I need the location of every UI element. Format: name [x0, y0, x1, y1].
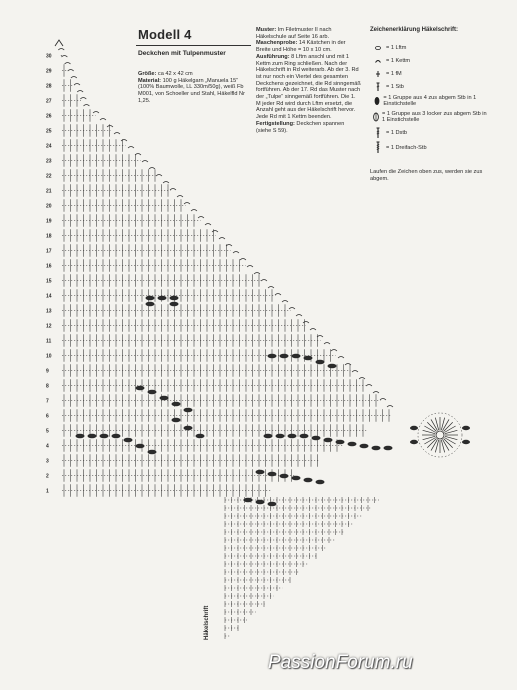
tulip-cluster: [172, 418, 181, 423]
edge-scallop: [226, 245, 232, 247]
tulip-cluster: [170, 296, 179, 301]
row-number: 7: [46, 398, 49, 405]
legend: [370, 27, 490, 182]
edge-scallop: [65, 63, 71, 65]
edge-scallop: [275, 294, 281, 296]
edge-scallop: [58, 49, 64, 51]
edge-scallop: [282, 301, 288, 303]
row-number: 15: [46, 278, 52, 285]
legend-item: = 1 fM: [370, 67, 490, 80]
row-number: 6: [46, 413, 49, 420]
legend-title: Zeichenerklärung Häkelschrift:: [370, 27, 459, 33]
double-crochet-icon: [370, 82, 386, 92]
tulip-cluster: [336, 440, 345, 445]
edge-scallop: [352, 371, 358, 373]
row-number: 24: [46, 143, 52, 150]
edge-scallop: [61, 56, 67, 58]
legend-item: = 1 Gruppe aus 3 locker zus abgem Stb in 1 Einstichstelle: [370, 109, 490, 125]
tulip-cluster: [136, 386, 145, 391]
edge-scallop: [331, 350, 337, 352]
watermark: PassionForum.ru: [268, 652, 413, 673]
edge-scallop: [83, 105, 89, 107]
legend-item: = 1 Gruppe aus 4 zus abgem Stb in 1 Einstichstelle: [370, 93, 490, 109]
edge-scallop: [107, 126, 113, 128]
tulip-cluster: [124, 438, 133, 443]
tulip-cluster: [160, 396, 169, 401]
edge-scallop: [359, 378, 365, 380]
start-mark: [55, 40, 63, 46]
tulip-cluster: [256, 500, 265, 505]
tulip-cluster: [184, 426, 193, 431]
edge-scallop: [184, 203, 190, 205]
edge-scallop: [93, 112, 99, 114]
edge-scallop: [233, 252, 239, 254]
spec-block: [138, 71, 248, 105]
legend-item: = 1 Stb: [370, 80, 490, 93]
edge-scallop: [68, 70, 74, 72]
tulip-cluster: [146, 302, 155, 307]
tulip-cluster: [324, 438, 333, 443]
tulip-cluster: [288, 434, 297, 439]
edge-scallop: [163, 182, 169, 184]
medallion-cluster: [462, 426, 470, 430]
edge-scallop: [205, 224, 211, 226]
tulip-cluster: [280, 474, 289, 479]
row-number: 14: [46, 293, 52, 300]
tulip-cluster: [312, 436, 321, 441]
tulip-cluster: [268, 354, 277, 359]
spec-size: Größe: ca 42 x 42 cm: [138, 71, 193, 77]
instruction-finishing: Fertigstellung: Deckchen spannen (siehe S 59).: [256, 120, 345, 134]
tulip-cluster: [316, 360, 325, 365]
medallion-cluster: [410, 440, 418, 444]
tulip-cluster: [268, 472, 277, 477]
edge-scallop: [74, 84, 80, 86]
tulip-cluster: [170, 302, 179, 307]
title-rule: [136, 45, 251, 46]
tulip-cluster: [148, 390, 157, 395]
row-number: 22: [46, 173, 52, 180]
edge-scallop: [128, 147, 134, 149]
tulip-cluster: [276, 434, 285, 439]
chart-label: Häkelschrift: [204, 605, 210, 640]
edge-scallop: [142, 161, 148, 163]
tulip-cluster: [256, 470, 265, 475]
edge-scallop: [191, 210, 197, 212]
row-number: 28: [46, 83, 52, 90]
row-number: 25: [46, 128, 52, 135]
edge-scallop: [100, 119, 106, 121]
edge-scallop: [212, 231, 218, 233]
single-crochet-icon: [370, 70, 386, 78]
tulip-cluster: [328, 364, 337, 369]
edge-scallop: [387, 406, 393, 408]
row-number: 10: [46, 353, 52, 360]
row-number: 3: [46, 458, 49, 465]
cluster-4-icon: [370, 96, 383, 106]
tulip-cluster: [316, 480, 325, 485]
edge-scallop: [170, 189, 176, 191]
row-number: 19: [46, 218, 52, 225]
edge-scallop: [240, 259, 246, 261]
legend-item: = 1 Kettm: [370, 54, 490, 67]
tulip-cluster: [372, 446, 381, 451]
triple-treble-icon: [370, 141, 386, 154]
chain-stitch-icon: [370, 45, 386, 51]
edge-scallop: [156, 175, 162, 177]
edge-scallop: [261, 280, 267, 282]
tulip-cluster: [304, 356, 313, 361]
tulip-cluster: [100, 434, 109, 439]
pattern-subtitle: Deckchen mit Tulpenmuster: [138, 50, 226, 57]
row-number: 8: [46, 383, 49, 390]
edge-scallop: [149, 168, 155, 170]
spec-material: Material: 100 g Häkelgarn „Manuela 15“ (100% Baumwolle, LL 330m/50g), weiß Fb M001, von Schoeller und Stahl, Häkelfld Nr 1,25.: [138, 77, 245, 104]
row-number: 16: [46, 263, 52, 270]
legend-item: = 1 Dreifach-Stb: [370, 140, 490, 155]
tulip-cluster: [172, 402, 181, 407]
row-number: 23: [46, 158, 52, 165]
tulip-cluster: [348, 442, 357, 447]
edge-scallop: [324, 343, 330, 345]
tulip-cluster: [184, 408, 193, 413]
edge-scallop: [71, 77, 77, 79]
medallion-cluster: [410, 426, 418, 430]
legend-note: Laufen die Zeichen oben zus, werden sie zus abgem.: [370, 169, 483, 182]
row-number: 18: [46, 233, 52, 240]
edge-scallop: [77, 91, 83, 93]
row-number: 30: [46, 53, 52, 60]
row-number: 11: [46, 338, 52, 345]
row-number: 13: [46, 308, 52, 315]
edge-scallop: [268, 287, 274, 289]
edge-scallop: [80, 98, 86, 100]
edge-scallop: [373, 392, 379, 394]
model-title: Modell 4: [138, 27, 192, 42]
tulip-cluster: [148, 450, 157, 455]
medallion-ring: [436, 431, 444, 439]
tulip-cluster: [88, 434, 97, 439]
row-number: 5: [46, 428, 49, 435]
row-number: 26: [46, 113, 52, 120]
edge-scallop: [310, 329, 316, 331]
edge-scallop: [380, 399, 386, 401]
row-number: 20: [46, 203, 52, 210]
tulip-cluster: [280, 354, 289, 359]
row-number: 1: [46, 488, 49, 495]
instruction-execution: Ausführung: 8 Lftm anschl und mit 1 Kettm zum Ring schließen. Nach der Häkelschrift in Rd weiterarb. Ab der 3. Rd ist nur noch ein Viertel des gesamten Deckchens gezeichnet, die Rd sinngemäß fortführen. Ab der 17. Rd das Muster nach der „Tulpe“ sinngemäß fortführen. Die 1. M jeder Rd wird durch Lftm ersetzt, die Anzahl geht aus der Häkelschrift hervor. Jede Rd mit 1 Kettm beenden.: [256, 53, 361, 121]
row-number: 12: [46, 323, 52, 330]
tulip-cluster: [76, 434, 85, 439]
row-number: 29: [46, 68, 52, 75]
edge-scallop: [366, 385, 372, 387]
instructions-block: [256, 27, 361, 134]
edge-scallop: [121, 140, 127, 142]
tulip-cluster: [158, 296, 167, 301]
tulip-cluster: [268, 502, 277, 507]
tulip-cluster: [300, 434, 309, 439]
edge-scallop: [114, 133, 120, 135]
edge-scallop: [296, 315, 302, 317]
edge-scallop: [289, 308, 295, 310]
tulip-cluster: [146, 296, 155, 301]
slip-stitch-icon: [370, 58, 386, 64]
row-number: 17: [46, 248, 52, 255]
edge-scallop: [219, 238, 225, 240]
tulip-cluster: [196, 434, 205, 439]
edge-scallop: [338, 357, 344, 359]
instruction-pattern: Muster: Im Filetmuster II nach Häkelschule auf Seite 16 arb.: [256, 27, 332, 40]
edge-scallop: [135, 154, 141, 156]
edge-scallop: [198, 217, 204, 219]
tulip-cluster: [136, 444, 145, 449]
tulip-cluster: [264, 434, 273, 439]
edge-scallop: [303, 322, 309, 324]
row-number: 27: [46, 98, 52, 105]
row-number: 9: [46, 368, 49, 375]
edge-scallop: [177, 196, 183, 198]
medallion-cluster: [462, 440, 470, 444]
tulip-cluster: [292, 354, 301, 359]
instruction-gauge: Maschenprobe: 14 Kästchen in der Breite und Höhe = 10 x 10 cm.: [256, 40, 346, 54]
tulip-cluster: [112, 434, 121, 439]
row-number: 2: [46, 473, 49, 480]
edge-scallop: [247, 266, 253, 268]
cluster-3-icon: [370, 112, 382, 122]
tulip-cluster: [360, 444, 369, 449]
tulip-cluster: [304, 478, 313, 483]
edge-scallop: [254, 273, 260, 275]
treble-crochet-icon: [370, 127, 386, 139]
row-number: 4: [46, 443, 49, 450]
row-number: 21: [46, 188, 52, 195]
legend-item: = 1 Lftm: [370, 41, 490, 54]
legend-item: = 1 Dstb: [370, 125, 490, 140]
tulip-cluster: [384, 446, 393, 451]
tulip-cluster: [292, 476, 301, 481]
edge-scallop: [317, 336, 323, 338]
